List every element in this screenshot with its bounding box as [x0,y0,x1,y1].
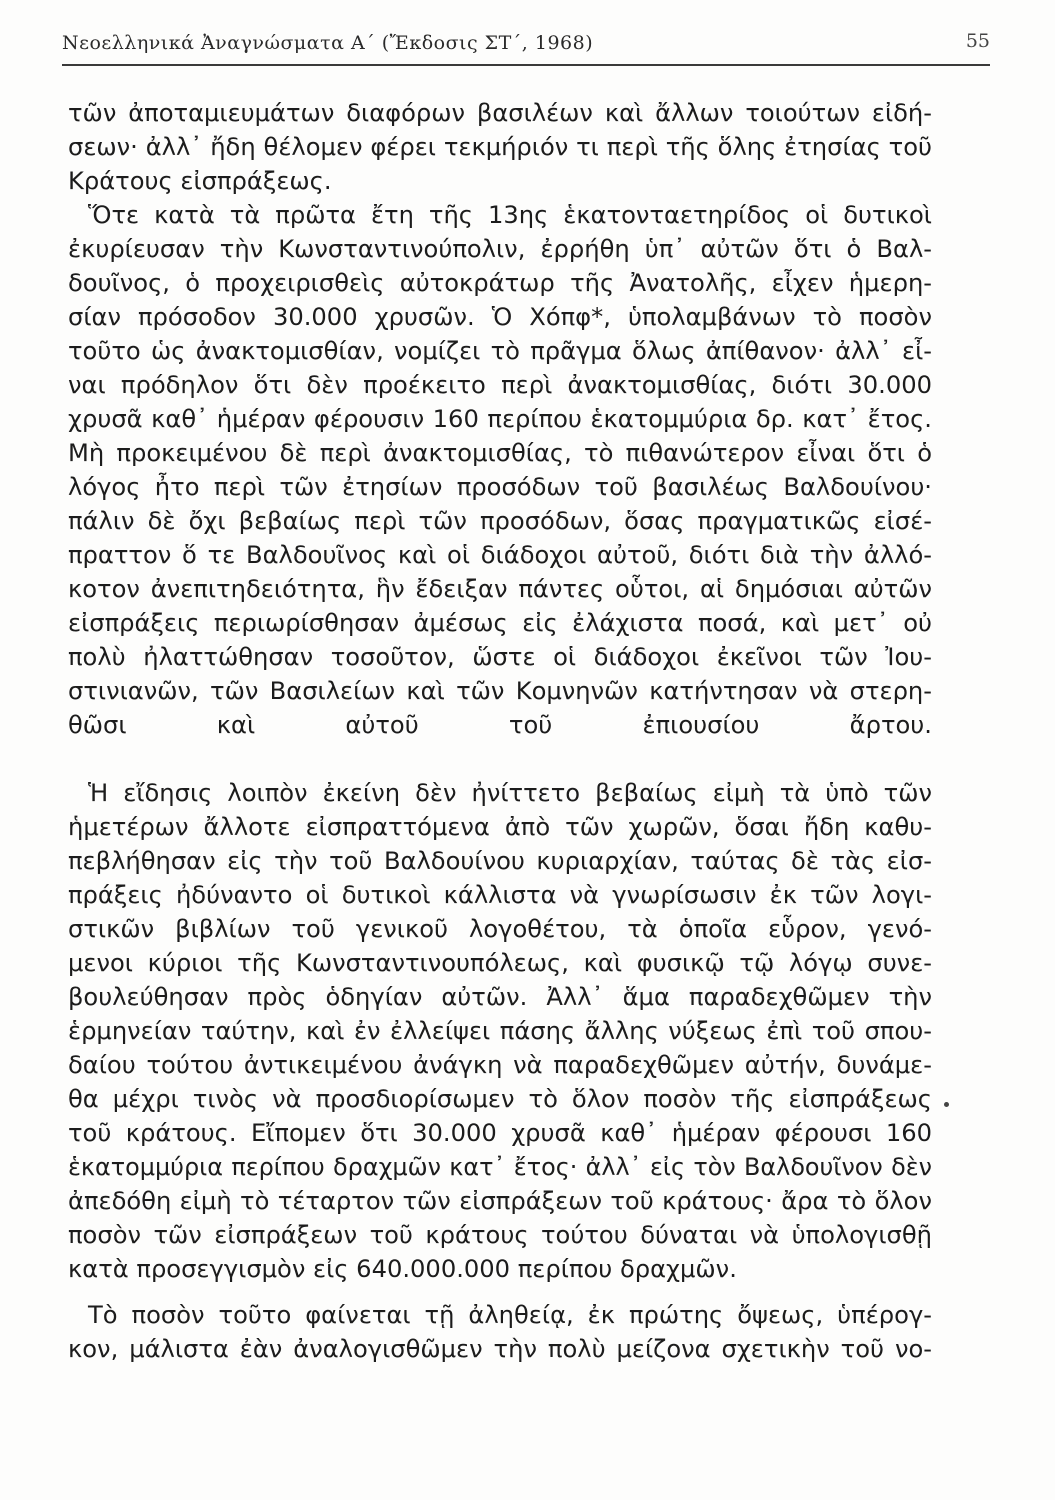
text-line: ναι πρόδηλον ὅτι δὲν προέκειτο περὶ ἀνακτομισθίας, διότι 30.000 [68,371,932,399]
text-line: ἡμετέρων ἄλλοτε εἰσπραττόμενα ἀπὸ τῶν χωρῶν, ὅσαι ἤδη καθυ- [68,813,932,841]
text-line [68,742,932,776]
text-line: Ὅτε κατὰ τὰ πρῶτα ἔτη τῆς 13ης ἑκατονταετηρίδος οἱ δυτικοὶ [88,201,932,229]
body-text [68,96,932,1366]
text-line: ποσὸν τῶν εἰσπράξεων τοῦ κράτους τούτου δύναται νὰ ὑπολογισθῇ [68,1221,932,1249]
text-line: πραττον ὅ τε Βαλδουῖνος καὶ οἱ διάδοχοι αὐτοῦ, διότι διὰ τὴν ἀλλό- [68,541,932,569]
text-line: δαίου τούτου ἀντικειμένου ἀνάγκη νὰ παραδεχθῶμεν αὐτήν, δυνάμε- [68,1051,932,1079]
text-line: ἀπεδόθη εἰμὴ τὸ τέταρτον τῶν εἰσπράξεων τοῦ κράτους· ἄρα τὸ ὅλον [68,1187,932,1215]
text-line: πολὺ ἠλαττώθησαν τοσοῦτον, ὥστε οἱ διάδοχοι ἐκεῖνοι τῶν Ἰου- [68,643,932,671]
paragraph [68,776,932,1286]
text-line: εἰσπράξεις περιωρίσθησαν ἀμέσως εἰς ἐλάχιστα ποσά, καὶ μετ᾽ οὐ [68,609,932,637]
text-line: τοῦ κράτους. Εἴπομεν ὅτι 30.000 χρυσᾶ καθ᾽ ἡμέραν φέρουσι 160 [68,1119,932,1147]
text-line: σίαν πρόσοδον 30.000 χρυσῶν. Ὁ Χόπφ*, ὑπολαμβάνων τὸ ποσὸν [68,303,932,331]
text-line: θα μέχρι τινὸς νὰ προσδιορίσωμεν τὸ ὅλον ποσὸν τῆς εἰσπράξεως [68,1085,932,1113]
text-line: Μὴ προκειμένου δὲ περὶ ἀνακτομισθίας, τὸ πιθανώτερον εἶναι ὅτι ὁ [68,439,932,467]
text-line: βουλεύθησαν πρὸς ὁδηγίαν αὐτῶν. Ἀλλ᾽ ἅμα παραδεχθῶμεν τὴν [68,983,932,1011]
text-line: Ἡ εἴδησις λοιπὸν ἐκείνη δὲν ἠνίττετο βεβαίως εἰμὴ τὰ ὑπὸ τῶν [88,779,932,807]
text-line: πάλιν δὲ ὄχι βεβαίως περὶ τῶν προσόδων, ὅσας πραγματικῶς εἰσέ- [68,507,932,535]
text-line: ἑκατομμύρια περίπου δραχμῶν κατ᾽ ἔτος· ἀλλ᾽ εἰς τὸν Βαλδουῖνον δὲν [68,1153,932,1181]
text-line: θῶσι καὶ αὐτοῦ τοῦ ἐπιουσίου ἄρτου. [68,711,932,739]
page-number: 55 [965,30,990,52]
text-line: τῶν ἀποταμιευμάτων διαφόρων βασιλέων καὶ ἄλλων τοιούτων εἰδή- [68,99,932,127]
text-line: ἑρμηνείαν ταύτην, καὶ ἐν ἐλλείψει πάσης ἄλλης νύξεως ἐπὶ τοῦ σπου- [68,1017,932,1045]
text-line: μενοι κύριοι τῆς Κωνσταντινουπόλεως, καὶ φυσικῷ τῷ λόγῳ συνε- [68,949,932,977]
text-line: κον, μάλιστα ἐὰν ἀναλογισθῶμεν τὴν πολὺ μείζονα σχετικὴν τοῦ νο- [68,1335,932,1363]
text-line: στικῶν βιβλίων τοῦ γενικοῦ λογοθέτου, τὰ ὁποῖα εὗρον, γενό- [68,915,932,943]
running-head [62,28,990,66]
text-line: ἐκυρίευσαν τὴν Κωνσταντινούπολιν, ἐρρήθη ὑπ᾽ αὐτῶν ὅτι ὁ Βαλ- [68,235,932,263]
paragraph [68,96,932,198]
text-line: δουῖνος, ὁ προχειρισθεὶς αὐτοκράτωρ τῆς Ἀνατολῆς, εἶχεν ἡμερη- [68,269,932,297]
text-line: πράξεις ἠδύναντο οἱ δυτικοὶ κάλλιστα νὰ γνωρίσωσιν ἐκ τῶν λογι- [68,881,932,909]
text-line: Τὸ ποσὸν τοῦτο φαίνεται τῇ ἀληθείᾳ, ἐκ πρώτης ὄψεως, ὑπέρογ- [88,1301,932,1329]
text-line: πεβλήθησαν εἰς τὴν τοῦ Βαλδουίνου κυριαρχίαν, ταύτας δὲ τὰς εἰσ- [68,847,932,875]
text-line: Κράτους εἰσπράξεως. [68,167,332,195]
running-title: Νεοελληνικά Ἀναγνώσματα Α΄ (Ἔκδοσις ΣΤ΄, 1968) [62,32,594,54]
text-line: σεων· ἀλλ᾽ ἤδη θέλομεν φέρει τεκμήριόν τι περὶ τῆς ὅλης ἐτησίας τοῦ [68,133,932,161]
paragraph [68,198,932,776]
text-line: κατὰ προσεγγισμὸν εἰς 640.000.000 περίπου δραχμῶν. [68,1255,737,1283]
margin-mark [944,1102,949,1107]
text-line: τοῦτο ὡς ἀνακτομισθίαν, νομίζει τὸ πρᾶγμα ὅλως ἀπίθανον· ἀλλ᾽ εἶ- [68,337,932,365]
text-line: χρυσᾶ καθ᾽ ἡμέραν φέρουσιν 160 περίπου ἑκατομμύρια δρ. κατ᾽ ἔτος. [68,405,932,433]
text-line: στινιανῶν, τῶν Βασιλείων καὶ τῶν Κομνηνῶν κατήντησαν νὰ στερη- [68,677,932,705]
text-line: λόγος ἦτο περὶ τῶν ἐτησίων προσόδων τοῦ βασιλέως Βαλδουίνου· [68,473,932,501]
paragraph [68,1298,932,1366]
text-line: κοτον ἀνεπιτηδειότητα, ἣν ἔδειξαν πάντες οὗτοι, αἱ δημόσιαι αὐτῶν [68,575,932,603]
